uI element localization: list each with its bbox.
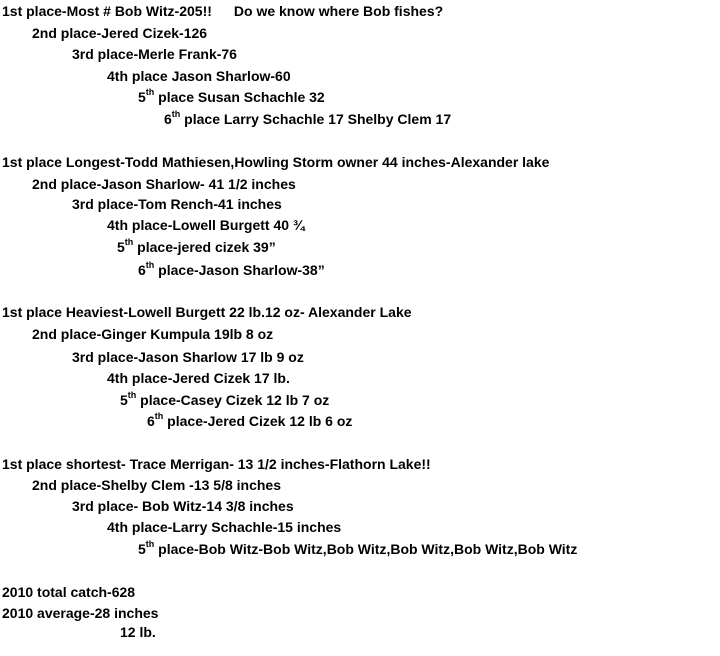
heaviest-sixth-num: 6 [147, 413, 155, 429]
most-fourth-place: 4th place Jason Sharlow-60 [107, 68, 291, 84]
shortest-fifth-num: 5 [138, 541, 146, 557]
heaviest-fifth-place [120, 392, 329, 410]
longest-sixth-place [138, 262, 325, 280]
shortest-second-place: 2nd place-Shelby Clem -13 5/8 inches [32, 477, 281, 493]
shortest-third-place: 3rd place- Bob Witz-14 3/8 inches [72, 498, 294, 514]
longest-sixth-rest: place-Jason Sharlow-38” [154, 262, 325, 278]
heaviest-second-place: 2nd place-Ginger Kumpula 19lb 8 oz [32, 326, 274, 342]
most-note: Do we know where Bob fishes? [233, 3, 444, 19]
shortest-fourth-place: 4th place-Larry Schachle-15 inches [107, 519, 342, 535]
shortest-fifth-rest: place-Bob Witz-Bob Witz,Bob Witz,Bob Witz,Bob Witz,Bob Witz [154, 541, 578, 557]
average-weight: 12 lb. [120, 624, 156, 640]
most-sixth-rest: place Larry Schachle 17 Shelby Clem 17 [180, 111, 452, 127]
most-second-place: 2nd place-Jered Cizek-126 [32, 25, 208, 41]
most-sixth-place [164, 111, 451, 129]
heaviest-third-place: 3rd place-Jason Sharlow 17 lb 9 oz [72, 349, 304, 365]
total-catch: 2010 total catch-628 [2, 584, 136, 600]
longest-fifth-sup: th [124, 237, 134, 248]
most-first-place [2, 3, 443, 21]
heaviest-first-place: 1st place Heaviest-Lowell Burgett 22 lb.12 oz- Alexander Lake [2, 304, 412, 320]
longest-fifth-num: 5 [117, 239, 125, 255]
most-fifth-place [138, 89, 325, 107]
most-sixth-sup: th [171, 109, 181, 120]
longest-fifth-rest: place-jered cizek 39” [133, 239, 276, 255]
most-first-text: 1st place-Most # Bob Witz-205!! [2, 3, 212, 19]
heaviest-fifth-num: 5 [120, 392, 128, 408]
most-sixth-num: 6 [164, 111, 172, 127]
shortest-fifth-place [138, 541, 577, 559]
longest-first-place: 1st place Longest-Todd Mathiesen,Howling Storm owner 44 inches-Alexander lake [2, 154, 550, 170]
shortest-fifth-sup: th [145, 539, 155, 550]
most-fifth-sup: th [145, 87, 155, 98]
longest-fifth-place [117, 239, 276, 257]
longest-second-place: 2nd place-Jason Sharlow- 41 1/2 inches [32, 176, 296, 192]
heaviest-sixth-sup: th [154, 411, 164, 422]
heaviest-fifth-sup: th [127, 390, 137, 401]
shortest-first-place: 1st place shortest- Trace Merrigan- 13 1/2 inches-Flathorn Lake!! [2, 456, 431, 472]
heaviest-sixth-rest: place-Jered Cizek 12 lb 6 oz [163, 413, 353, 429]
heaviest-fourth-place: 4th place-Jered Cizek 17 lb. [107, 370, 290, 386]
most-fifth-num: 5 [138, 89, 146, 105]
longest-fourth-place: 4th place-Lowell Burgett 40 ¾ [107, 217, 305, 233]
heaviest-sixth-place [147, 413, 352, 431]
longest-sixth-num: 6 [138, 262, 146, 278]
longest-sixth-sup: th [145, 260, 155, 271]
most-third-place: 3rd place-Merle Frank-76 [72, 46, 237, 62]
most-fifth-rest: place Susan Schachle 32 [154, 89, 325, 105]
heaviest-fifth-rest: place-Casey Cizek 12 lb 7 oz [136, 392, 330, 408]
longest-third-place: 3rd place-Tom Rench-41 inches [72, 196, 282, 212]
average-length: 2010 average-28 inches [2, 605, 159, 621]
